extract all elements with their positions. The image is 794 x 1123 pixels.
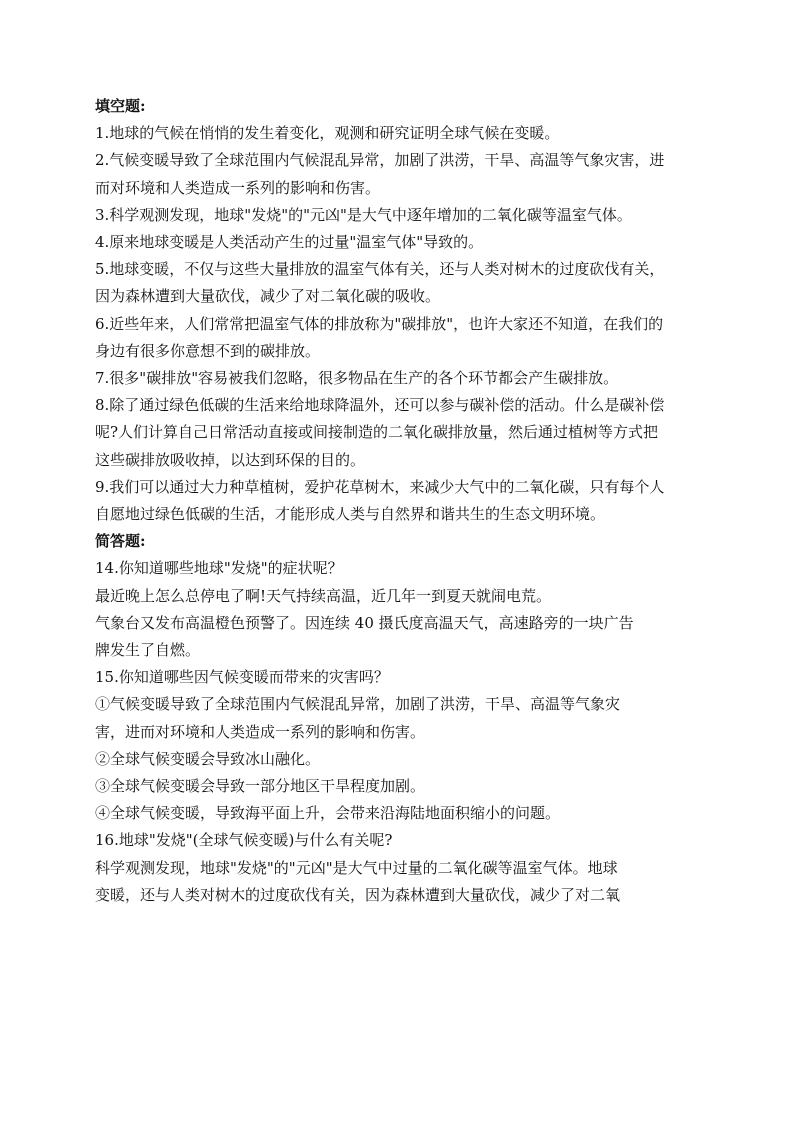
short-answer-list: [95, 555, 705, 909]
fill-in-item-line: 呢?人们计算自己日常活动直接或间接制造的二氧化碳排放量，然后通过植树等方式把: [95, 423, 659, 442]
fill-in-item-line: 而对环境和人类造成一系列的影响和伤害。: [95, 178, 381, 197]
short-answer-item: [95, 773, 705, 800]
fill-in-item: [95, 120, 705, 147]
short-answer-item-line: 14.你知道哪些地球"发烧"的症状呢？: [95, 559, 343, 578]
short-answer-item: [95, 555, 705, 582]
fill-in-item: [95, 202, 705, 229]
fill-in-item: [95, 256, 705, 310]
short-answer-item-line: 科学观测发现，地球"发烧"的"元凶"是大气中过量的二氧化碳等温室气体。地球: [95, 858, 618, 877]
short-answer-item-line: ②全球气候变暖会导致冰山融化。: [95, 749, 321, 768]
fill-in-item-line: 8.除了通过绿色低碳的生活来给地球降温外，还可以参与碳补偿的活动。什么是碳补偿: [95, 396, 665, 415]
fill-in-item-line: 5.地球变暖，不仅与这些大量排放的温室气体有关，还与人类对树木的过度砍伐有关，: [95, 260, 665, 279]
short-answer-item-line: 16.地球"发烧"(全球气候变暖)与什么有关呢?: [95, 831, 393, 850]
short-answer-item-line: ③全球气候变暖会导致一部分地区干旱程度加剧。: [95, 777, 426, 796]
short-answer-item-line: 最近晚上怎么总停电了啊!天气持续高温，近几年一到夏天就闹电荒。: [95, 586, 552, 605]
fill-in-item-line: 1.地球的气候在悄悄的发生着变化，观测和研究证明全球气候在变暖。: [95, 124, 560, 143]
fill-in-item-line: 这些碳排放吸收掉，以达到环保的目的。: [95, 450, 366, 469]
fill-in-item: [95, 311, 705, 365]
short-answer-heading: 简答题:: [95, 532, 146, 551]
fill-in-item: [95, 474, 705, 528]
fill-in-item-line: 6.近些年来，人们常常把温室气体的排放称为"碳排放"，也许大家还不知道，在我们的: [95, 314, 664, 333]
fill-in-item: [95, 365, 705, 392]
fill-in-heading: 填空题:: [95, 97, 146, 115]
fill-in-item-line: 身边有很多你意想不到的碳排放。: [95, 341, 321, 360]
short-answer-item: [95, 583, 705, 610]
short-answer-item: [95, 746, 705, 773]
short-answer-item-line: 变暖，还与人类对树木的过度砍伐有关，因为森林遭到大量砍伐，减少了对二氧: [95, 885, 621, 904]
fill-in-item: [95, 147, 705, 201]
short-answer-item: [95, 610, 705, 664]
fill-in-item: [95, 392, 705, 474]
fill-in-list: [95, 120, 705, 528]
fill-in-item-line: 自愿地过绿色低碳的生活，才能形成人类与自然界和谐共生的生态文明环境。: [95, 505, 606, 524]
fill-in-item-line: 9.我们可以通过大力种草植树，爱护花草树木，来减少大气中的二氧化碳，只有每个人: [95, 477, 665, 496]
fill-in-item-line: 4.原来地球变暖是人类活动产生的过量"温室气体"导致的。: [95, 233, 484, 252]
short-answer-item: [95, 664, 705, 691]
fill-in-item-line: 7.很多"碳排放"容易被我们忽略，很多物品在生产的各个环节都会产生碳排放。: [95, 369, 619, 388]
short-answer-item-line: 气象台又发布高温橙色预警了。因连续 40 摄氏度高温天气，高速路旁的一块广告: [95, 613, 634, 632]
short-answer-item: [95, 800, 705, 827]
short-answer-item-line: ④全球气候变暖，导致海平面上升，会带来沿海陆地面积缩小的问题。: [95, 804, 561, 823]
short-answer-item-line: 害，进而对环境和人类造成一系列的影响和伤害。: [95, 722, 426, 741]
short-answer-item-line: 15.你知道哪些因气候变暖而带来的灾害吗？: [95, 668, 389, 687]
fill-in-item-line: 2.气候变暖导致了全球范围内气候混乱异常，加剧了洪涝，干旱、高温等气象灾害，进: [95, 151, 665, 170]
short-answer-item-line: ①气候变暖导致了全球范围内气候混乱异常，加剧了洪涝，干旱、高温等气象灾: [95, 695, 621, 714]
document-page: [95, 93, 705, 909]
short-answer-item: [95, 855, 705, 909]
fill-in-item-line: 3.科学观测发现，地球"发烧"的"元凶"是大气中逐年增加的二氧化碳等温室气体。: [95, 205, 632, 224]
fill-in-item: [95, 229, 705, 256]
fill-in-item-line: 因为森林遭到大量砍伐，减少了对二氧化碳的吸收。: [95, 287, 441, 306]
short-answer-item: [95, 691, 705, 745]
short-answer-item-line: 牌发生了自燃。: [95, 641, 201, 660]
short-answer-item: [95, 827, 705, 854]
